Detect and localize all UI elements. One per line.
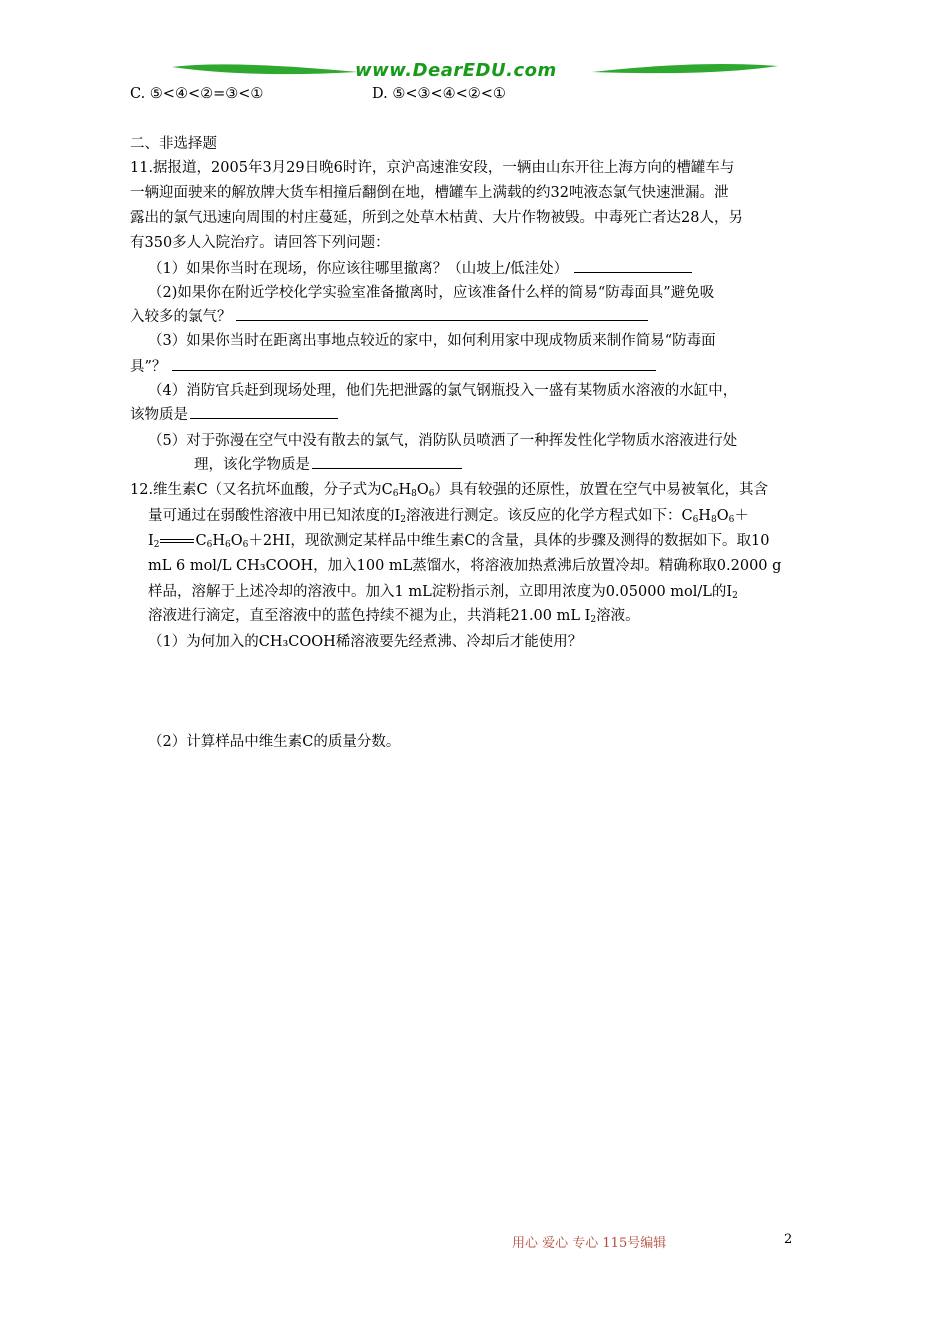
q11-part-4a: （4）消防官兵赶到现场处理，他们先把泄露的氯气钢瓶投入一盛有某物质水溶液的水缸中， — [148, 383, 738, 399]
text-segment: 12.维生素C（又名抗坏血酸，分子式为C — [130, 482, 393, 498]
q11-part-5b — [194, 454, 462, 475]
q11-part-1 — [148, 258, 692, 279]
subscript: 6 — [428, 489, 435, 499]
subscript: 8 — [710, 515, 717, 525]
q11-line-1: 11.据报道，2005年3月29日晚6时许，京沪高速淮安段，一辆由山东开往上海方向的槽罐车与 — [130, 160, 735, 176]
q12-line-1 — [130, 480, 768, 500]
q12-line-4: mL 6 mol/L CH₃COOH，加入100 mL蒸馏水，将溶液加热煮沸后放置冷却。精确称取0.2000 g — [148, 558, 782, 574]
section-title: 二、非选择题 — [130, 136, 217, 152]
q11-part-5a: （5）对于弥漫在空气中没有散去的氯气，消防队员喷洒了一种挥发性化学物质水溶液进行处 — [148, 433, 738, 449]
subscript: 8 — [411, 489, 417, 499]
q11-part-3b — [130, 356, 656, 377]
logo-swoosh-left — [170, 58, 360, 80]
q11-line-2: 一辆迎面驶来的解放牌大货车相撞后翻倒在地，槽罐车上满载的约32吨液态氯气快速泄漏。泄 — [130, 185, 729, 201]
answer-blank-5[interactable] — [312, 454, 462, 469]
subscript: 2 — [400, 515, 406, 525]
text-segment: 溶液进行滴定，直至溶液中的蓝色持续不褪为止，共消耗21.00 mL I — [148, 608, 591, 624]
footer-text: 用心 爱心 专心 115号编辑 — [512, 1236, 667, 1251]
option-c: C. ⑤<④<②=③<① — [130, 86, 264, 102]
q11-part-1-text: （1）如果你当时在现场，你应该往哪里撤离？（山坡上/低洼处） — [148, 261, 569, 277]
subscript: 6 — [392, 489, 399, 499]
q11-part-5b-text: 理，该化学物质是 — [194, 457, 310, 473]
option-d: D. ⑤<③<④<②<① — [372, 86, 506, 102]
subscript: 6 — [242, 540, 249, 550]
q11-part-2a: （2)如果你在附近学校化学实验室准备撤离时，应该准备什么样的简易“防毒面具”避免吸 — [148, 285, 715, 301]
q12-line-6 — [148, 606, 640, 626]
q11-line-3: 露出的氯气迅速向周围的村庄蔓延，所到之处草木枯黄、大片作物被毁。中毒死亡者达28人，另 — [130, 210, 743, 226]
subscript: 6 — [206, 540, 213, 550]
text-segment: O — [716, 508, 729, 524]
text-segment: H — [698, 508, 711, 524]
text-segment: ＋2HI，现欲测定某样品中维生素C的含量，具体的步骤及测得的数据如下。取10 — [248, 533, 770, 549]
equals-sign — [160, 539, 194, 543]
subscript: 2 — [153, 540, 160, 550]
text-segment: 溶液。 — [596, 608, 640, 624]
subscript: 6 — [728, 515, 735, 525]
q11-part-4b-text: 该物质是 — [130, 407, 188, 423]
q11-part-3a: （3）如果你当时在距离出事地点较近的家中，如何利用家中现成物质来制作简易“防毒面 — [148, 333, 716, 349]
text-segment: O — [230, 533, 243, 549]
subscript: 2 — [590, 615, 597, 625]
q12-line-2 — [148, 506, 749, 526]
subscript: 2 — [732, 591, 738, 601]
page-number: 2 — [784, 1232, 793, 1247]
q11-part-4b — [130, 404, 338, 425]
q12-part-1: （1）为何加入的CH₃COOH稀溶液要先经煮沸、冷却后才能使用？ — [148, 634, 583, 650]
text-segment: H — [398, 482, 412, 498]
answer-blank-2[interactable] — [236, 306, 648, 321]
text-segment: O — [416, 482, 429, 498]
text-segment: ＋ — [734, 508, 749, 524]
answer-blank-1[interactable] — [574, 258, 692, 273]
text-segment: 溶液进行测定。该反应的化学方程式如下：C — [405, 508, 693, 524]
text-segment: 量可通过在弱酸性溶液中用已知浓度的I — [148, 508, 401, 524]
answer-blank-3[interactable] — [172, 356, 656, 371]
text-segment: 样品，溶解于上述冷却的溶液中。加入1 mL淀粉指示剂，立即用浓度为0.05000 mol/L的I — [148, 584, 733, 600]
q12-line-5 — [148, 582, 738, 602]
q11-part-2b — [130, 306, 648, 327]
text-segment: C — [195, 533, 207, 549]
text-segment: ）具有较强的还原性，放置在空气中易被氧化，其含 — [434, 482, 768, 498]
q12-line-3 — [148, 531, 769, 551]
text-segment: I — [148, 533, 154, 549]
answer-blank-4[interactable] — [190, 404, 338, 419]
q12-part-2: （2）计算样品中维生素C的质量分数。 — [148, 734, 401, 750]
q11-part-3b-text: 具”？ — [130, 359, 167, 375]
q11-line-4: 有350多人入院治疗。请回答下列问题： — [130, 235, 390, 251]
subscript: 6 — [224, 540, 231, 550]
text-segment: H — [212, 533, 225, 549]
logo-swoosh-right — [590, 58, 780, 80]
q11-part-2b-text: 入较多的氯气？ — [130, 309, 232, 325]
logo-text: www.DearEDU.com — [355, 60, 557, 81]
subscript: 6 — [692, 515, 699, 525]
